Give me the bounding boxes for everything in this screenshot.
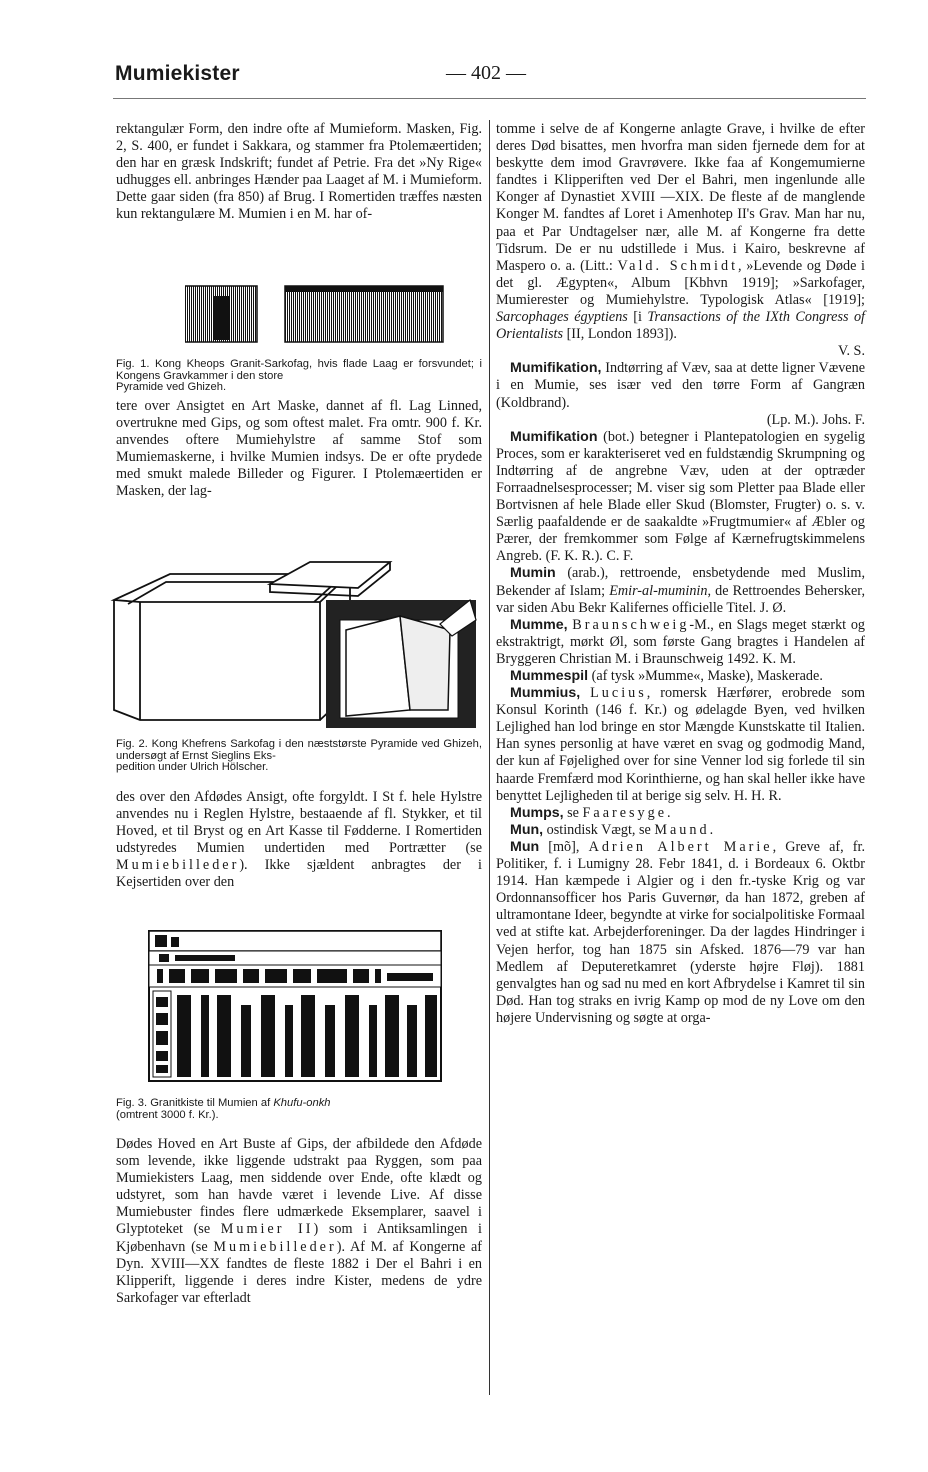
- figure-2-sarcophagus-drawing: [110, 560, 482, 730]
- entry-mun-person: Mun [mõ], Adrien Albert Marie, Greve af, fr. Politiker, f. i Lumigny 28. Febr 1841, d. i Bordeaux 6. Oktbr 1914. Han kæmpede i Algier og i den fr.-tyske Krig og var Ordonnansofficer hos Paris Guvernør, da han 1872, greben af ultramontane Ideer, begyndte at virke for socialpolitiske Formaal ved at stifte kat. Arbejderforeninger. Da der lagdes Hindringer i Vejen herfor, tog han 1875 sin Afsked. 1876—79 var han Medlem af Deputeretkamret (yderste højre Fløj). 1881 genvalgtes han og sad nu med en kort Afbrydelse i Kamret til sin Død. Han tog straks en ivrig Kamp op mod de ny Love om den højere Undervisning og søgte at orga-: [496, 838, 865, 1026]
- signature: J. Ø.: [759, 599, 787, 616]
- signature: V. S.: [838, 343, 865, 360]
- header-rule: [113, 98, 866, 99]
- page-number: — 402 —: [446, 62, 526, 84]
- left-paragraph-4: Dødes Hoved en Art Buste af Gips, der afbildede den Afdøde som levende, ikke liggende udstrakt paa Ryggen, som paa Mumiekisters Laag, men siddende over Ende, ofte klædt og udstyret, som han havde været i levende Live. Af disse Mumiebuster findes flere udmærkede Eksemplarer, saavel i Glyptoteket (se Mumier II) som i Antiksamlingen i Kjøbenhavn (se Mumiebilleder). Af M. af Kongerne af Dyn. XVIII—XX fandtes de fleste 1882 i Der el Bahri i en Klipperift, liggende i deres indre Kister, medens de ydre Sarkofager var efterladt: [116, 1136, 483, 1306]
- figure-3-granite-coffin-drawing: [145, 925, 445, 1085]
- left-block-2: [116, 398, 482, 501]
- entry-mumme: Mumme, Braunschweig-M., en Slags meget stærkt og ekstraktrigt, mørkt Øl, som første Gang bragtes i Handelen af Bryggeren Christian M. i Braunschweig 1492. K. M.: [496, 616, 866, 667]
- left-block-4: [116, 1136, 482, 1307]
- cross-reference: Mumier II: [220, 1221, 314, 1238]
- figure-1-caption: Fig. 1. Kong Kheops Granit-Sarkofag, hvis flade Laag er forsvundet; i Kongens Gravkammer i den store Pyramide ved Ghizeh.: [116, 358, 482, 393]
- cross-reference: Mumiebilleder: [116, 857, 240, 874]
- cross-reference: Maund: [654, 821, 710, 838]
- column-separator: [489, 120, 490, 1395]
- signature: (Lp. M.). Johs. F.: [766, 411, 865, 428]
- entry-mumin: Mumin (arab.), rettroende, ensbetydende med Muslim, Bekender af Islam; Emir-al-muminin, de Rettroendes Behersker, var siden Abu Bekr Kalifernes officielle Titel. J. Ø.: [496, 565, 866, 616]
- entry-mun-weight: Mun, ostindisk Vægt, se Maund.: [510, 821, 714, 838]
- signature: K. M.: [762, 650, 796, 667]
- cross-reference: Faaresyge: [582, 804, 668, 821]
- headword: Mun,: [510, 821, 544, 838]
- headword: Mumin: [510, 565, 556, 582]
- left-paragraph-3: des over den Afdødes Ansigt, ofte forgyldt. I St f. hele Hylstre anvendes nu i Reglen Hylstre, bestaaende af fl. Stykker, et til Hoved, et til Bryst og en Art Kasse til Fødderne. I Romertiden udstyredes Mumien undertiden med Portrætter (se Mumiebilleder). Ikke sjældent anbragtes der i Kejsertiden over den: [116, 789, 482, 891]
- left-block-1: [116, 121, 482, 224]
- signature: (F. K. R.). C. F.: [545, 548, 634, 565]
- headword: Mumifikation,: [510, 360, 602, 377]
- entry-mumps: Mumps, se Faaresyge.: [510, 804, 671, 821]
- figure-2-caption: Fig. 2. Kong Khefrens Sarkofag i den næststørste Pyramide ved Ghizeh, undersøgt af Ernst Sieglins Eks- pedition under Ulrich Hölscher.: [116, 738, 482, 773]
- cross-reference: Mumiebilleder: [213, 1238, 337, 1255]
- entry-mummius: Mummius, Lucius, romersk Hærfører, erobrede som Konsul Korinth (146 f. Kr.) og ødelagde Byen, ved hvilken Lejlighed han lod bringe en stor Mængde Kunstskatte til Italien. Han synes personlig at have været en svag og godmodig Mand, der kun af Føjelighed over for sine Venner lod sig forlede til sin haarde Fremfærd mod Korinthierne, og han skal heller ikke have benyttet Lejligheden til at berige sig selv. H. H. R.: [496, 685, 865, 804]
- headword: Mummespil: [510, 668, 589, 684]
- headword: Mun: [510, 838, 540, 855]
- page-header-title: Mumiekister: [115, 62, 240, 85]
- author-name: Vald. Schmidt: [617, 257, 739, 274]
- headword: Mummius,: [510, 685, 581, 702]
- figure-1-sarcophagus-image: [185, 284, 445, 344]
- left-paragraph-1: rektangulær Form, den indre ofte af Mumieform. Masken, Fig. 2, S. 400, er fundet i Sakkara, og stammer fra Ptolemæertiden; den har en græsk Indskrift; fundet af Petrie. Fra det »Ny Rige« udhugges ell. anbringes Hænder paa Laaget af M. i Mumieform. Dette gaar siden (fra 850) af Brug. I Romertiden træffes næsten kun rektangulære M. Mumien i en M. har of-: [116, 121, 482, 223]
- left-block-3: [116, 789, 482, 892]
- entry-mummespil: Mummespil (af tysk »Mumme«, Maske), Maskerade.: [510, 668, 823, 684]
- left-paragraph-2: tere over Ansigtet en Art Maske, dannet af fl. Lag Linned, overtrukne med Gips, og som oftest malet. Fra omtr. 900 f. Kr. anvendes oftere Mumiehylstre af samme Stof som Mumiemaskerne, i hvilke Mumien indsys. De er ofte prydede med smukt malede Billeder og Figurer. I Ptolemæertiden er Masken, der lag-: [116, 398, 482, 500]
- right-column: [496, 121, 865, 1027]
- entry-mumifikation: Mumifikation, Indtørring af Væv, saa at dette ligner Vævene i en Mumie, ses især ved den tørre Form af Gangræn (Koldbrand).: [496, 360, 865, 411]
- figure-3-caption: Fig. 3. Granitkiste til Mumien af Khufu-onkh (omtrent 3000 f. Kr.).: [116, 1097, 331, 1121]
- headword: Mumifikation: [510, 428, 598, 445]
- headword: Mumps,: [510, 804, 564, 821]
- right-paragraph-1: tomme i selve de af Kongerne anlagte Grave, i hvilke de efter deres Død bisattes, men hvorfra man siden fjernede dem for at beskytte dem imod Gravrøvere. Ikke faa af Kongemumierne fandtes i Klipperiften ved Der el Bahri, men ingenlunde alle Konger af Dynastiet XVIII —XIX. De fleste af de manglende Konger M. fandtes af Loret i Amenhotep II's Grav. Man har nu, paa et Par Undtagelser nær, alle M. af Kongerne fra dette Tidsrum. De er nu udstillede i Mus. i Kairo, beskrevne af Maspero o. a. (Litt.: Vald. Schmidt, »Levende og Døde i det gl. Ægypten«, Album [Kbhvn 1919]; »Sarkofager, Mumierester og Mumiehylstre. Typologisk Atlas« [1919]; Sarcophages égyptiens [i Transactions of the IXth Congress of Orientalists [II, London 1893]).: [496, 121, 866, 343]
- headword: Mumme,: [510, 616, 568, 633]
- entry-mumifikation-bot: Mumifikation (bot.) betegner i Plantepatologien en sygelig Proces, som er karakteriseret ved en fuldstændig Skrumpning og Indtørring af de angrebne Væv, uden at der optræder Forraadnelsesprocesser; M. viser sig som Pletter paa Blade eller Bortvisnen af hele Blade eller Skud (Blomster, Frugter) o. s. v. Særlig paafaldende er de saakaldte »Frugtmumier« af Æbler og Pærer, der fremkommer som Følge af Kærnefrugtskimmelens Angreb. (F. K. R.). C. F.: [496, 428, 866, 565]
- signature: H. H. R.: [733, 787, 782, 804]
